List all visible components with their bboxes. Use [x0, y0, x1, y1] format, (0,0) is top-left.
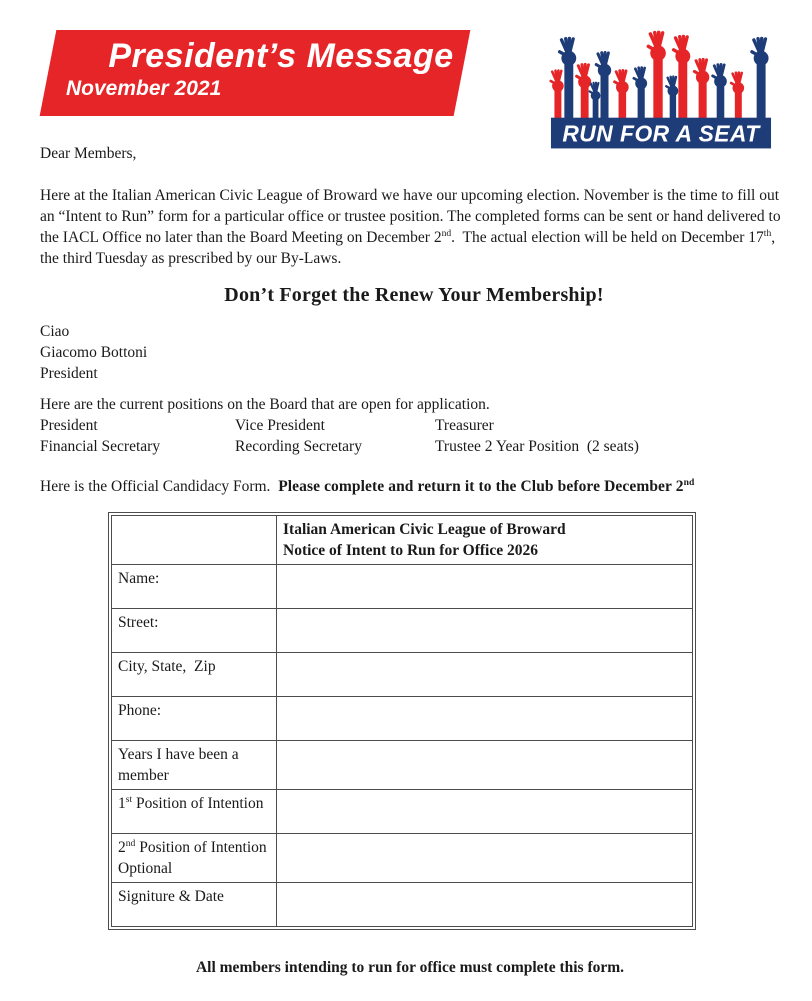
form-row — [112, 834, 693, 883]
signoff-title: President — [40, 365, 98, 382]
position-treasurer: Treasurer — [435, 417, 494, 434]
form-blank-cell — [277, 741, 693, 790]
signoff-ciao: Ciao — [40, 323, 70, 340]
form-blank-cell — [277, 653, 693, 697]
candidacy-line — [40, 476, 788, 497]
candidacy-form-table-wrapper — [108, 512, 696, 930]
form-row — [112, 697, 693, 741]
candidacy-form-table — [111, 515, 693, 927]
position-recording-secretary: Recording Secretary — [235, 438, 362, 455]
presidents-message-banner — [48, 30, 462, 116]
form-row-label-part: 2 — [118, 839, 126, 856]
positions-intro: Here are the current positions on the Board that are open for application. — [40, 396, 490, 413]
candidacy-bold — [278, 478, 694, 495]
form-blank-cell — [277, 565, 693, 609]
hand-icon — [648, 32, 665, 123]
signoff-name: Giacomo Bottoni — [40, 344, 148, 361]
form-row — [112, 883, 693, 927]
renew-membership-headline: Don’t Forget the Renew Your Membership! — [224, 284, 604, 306]
form-row-label: City, State, Zip — [112, 653, 277, 697]
intro-paragraph-part1: Here at the Italian American Civic League of Broward we have our upcoming election. November is the time to fill out an “Intent to Run” form for a particular office or trustee position. The completed forms can be sent or hand delivered to the IACL Office no later than the Board Meeting on December 2 — [40, 187, 785, 246]
superscript-th: th — [763, 227, 772, 239]
form-blank-cell — [277, 790, 693, 834]
form-row-label-part: st — [125, 793, 133, 805]
banner-subtitle: November 2021 — [66, 77, 222, 101]
form-row-label-part: nd — [125, 837, 136, 849]
form-row — [112, 565, 693, 609]
hand-icon — [713, 64, 727, 123]
seat-ribbon-caption: RUN FOR A SEAT — [562, 120, 760, 147]
form-row-label — [112, 790, 277, 834]
position-financial-secretary: Financial Secretary — [40, 438, 161, 455]
form-title-line1: Italian American Civic League of Broward — [283, 521, 566, 538]
form-row-label: Phone: — [112, 697, 277, 741]
letter-body — [40, 143, 788, 978]
form-row — [112, 609, 693, 653]
form-header-empty-cell — [112, 516, 277, 565]
form-row — [112, 653, 693, 697]
candidacy-superscript: nd — [683, 476, 695, 488]
superscript-nd: nd — [441, 227, 452, 239]
salutation: Dear Members, — [40, 145, 137, 162]
form-row-label: Street: — [112, 609, 277, 653]
form-row — [112, 741, 693, 790]
hand-icon — [560, 38, 577, 123]
form-row-label: Signiture & Date — [112, 883, 277, 927]
intro-paragraph-part2: . The actual election will be held on December 17 — [451, 229, 764, 246]
intro-paragraph-part3: , the third Tuesday as prescribed by our By-Laws. — [40, 229, 780, 267]
candidacy-bold-text: Please complete and return it to the Club before December 2 — [278, 478, 684, 495]
form-row-label — [112, 834, 277, 883]
banner-title: President’s Message — [108, 37, 454, 75]
form-title-line2: Notice of Intent to Run for Office 2026 — [283, 542, 538, 559]
form-header-title-cell — [277, 516, 693, 565]
hand-icon — [666, 77, 678, 124]
presidents-banner-text — [48, 30, 462, 116]
form-row-label-part: 1 — [118, 795, 126, 812]
form-row-label-part: Position of Intention — [132, 795, 264, 812]
form-row-label-part: Position of Intention Optional — [118, 839, 271, 877]
hand-icon — [694, 59, 709, 123]
position-trustee: Trustee 2 Year Position (2 seats) — [435, 438, 639, 455]
hand-icon — [731, 73, 744, 124]
hand-icon — [615, 70, 629, 123]
form-row-label: Name: — [112, 565, 277, 609]
hand-icon — [752, 38, 769, 123]
hand-icon — [551, 71, 564, 124]
intro-paragraph — [40, 185, 788, 269]
form-blank-cell — [277, 883, 693, 927]
raised-hands-illustration — [547, 14, 775, 152]
form-row-label: Years I have been a member — [112, 741, 277, 790]
form-header-row — [112, 516, 693, 565]
hand-icon — [634, 68, 647, 124]
form-blank-cell — [277, 834, 693, 883]
signoff-block — [40, 321, 788, 384]
hand-icon — [596, 52, 611, 123]
candidacy-normal: Here is the Official Candidacy Form. — [40, 478, 279, 495]
raised-hands-icon — [551, 32, 769, 123]
position-president: President — [40, 417, 98, 434]
position-vice-president: Vice President — [235, 417, 325, 434]
run-for-a-seat-graphic — [547, 14, 775, 152]
footer-note: All members intending to run for office must complete this form. — [195, 959, 625, 976]
hand-icon — [590, 83, 601, 124]
form-blank-cell — [277, 609, 693, 653]
hand-icon — [577, 64, 592, 123]
open-positions-list — [40, 415, 788, 457]
form-blank-cell — [277, 697, 693, 741]
form-row — [112, 790, 693, 834]
